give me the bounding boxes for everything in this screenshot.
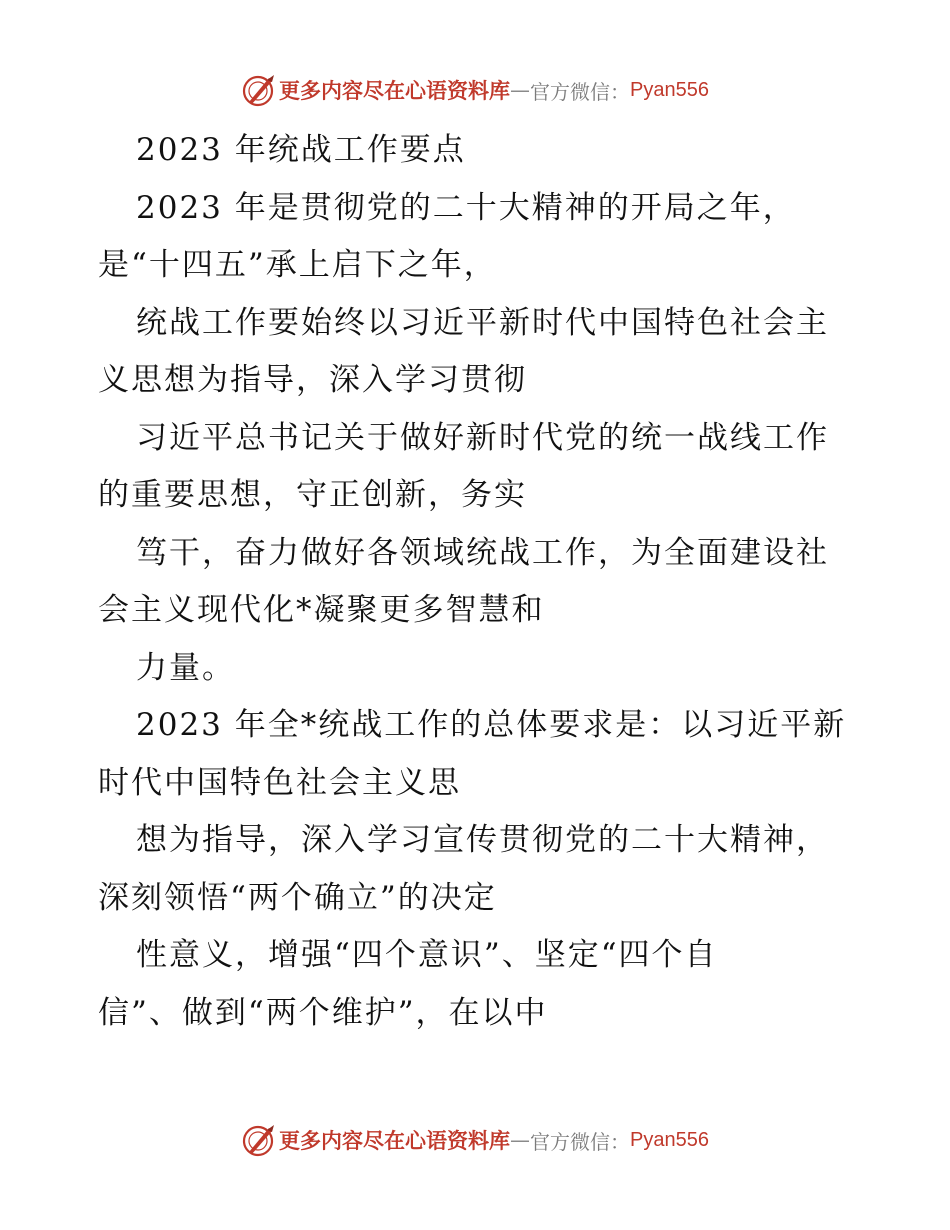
watermark-separator: — <box>510 78 531 102</box>
text-line: 会主义现代化*凝聚更多智慧和 <box>98 592 545 628</box>
text-line: 2023 年是贯彻党的二十大精神的开局之年， <box>136 189 796 226</box>
quill-pen-logo-icon <box>241 72 277 108</box>
text-line: 2023 年全*统战工作的总体要求是：以习近平新 <box>136 707 847 743</box>
header-watermark <box>0 70 950 110</box>
watermark-wechat-id: Pyan556 <box>630 78 709 101</box>
text-line: 信”、做到“两个维护”，在以中 <box>98 994 548 1031</box>
text-line: 统战工作要始终以习近平新时代中国特色社会主 <box>136 304 829 341</box>
text-line: 性意义，增强“四个意识”、坚定“四个自 <box>136 937 718 973</box>
footer-watermark <box>0 1120 950 1160</box>
text-line: 笃干，奋力做好各领域统战工作，为全面建设社 <box>136 534 829 571</box>
text-line: 义思想为指导，深入学习贯彻 <box>98 362 527 398</box>
text-line: 习近平总书记关于做好新时代党的统一战线工作 <box>136 419 829 456</box>
document-body <box>98 122 858 1042</box>
text-line: 想为指导，深入学习宣传贯彻党的二十大精神， <box>136 822 829 858</box>
watermark-brand-text: 更多内容尽在心语资料库 <box>279 78 511 103</box>
text-line: 是“十四五”承上启下之年， <box>98 247 497 283</box>
text-line: 力量。 <box>136 649 235 686</box>
watermark-wechat-label: 官方微信： <box>530 1129 631 1154</box>
text-line: 的重要思想，守正创新，务实 <box>98 477 527 513</box>
watermark-brand-text: 更多内容尽在心语资料库 <box>279 1128 511 1153</box>
watermark-separator: — <box>510 1128 531 1152</box>
text-line: 时代中国特色社会主义思 <box>98 764 461 801</box>
text-line: 2023 年统战工作要点 <box>136 132 466 168</box>
text-line: 深刻领悟“两个确立”的决定 <box>98 879 497 916</box>
quill-pen-logo-icon <box>241 1122 277 1158</box>
watermark-wechat-label: 官方微信： <box>530 79 631 104</box>
watermark-wechat-id: Pyan556 <box>630 1128 709 1151</box>
